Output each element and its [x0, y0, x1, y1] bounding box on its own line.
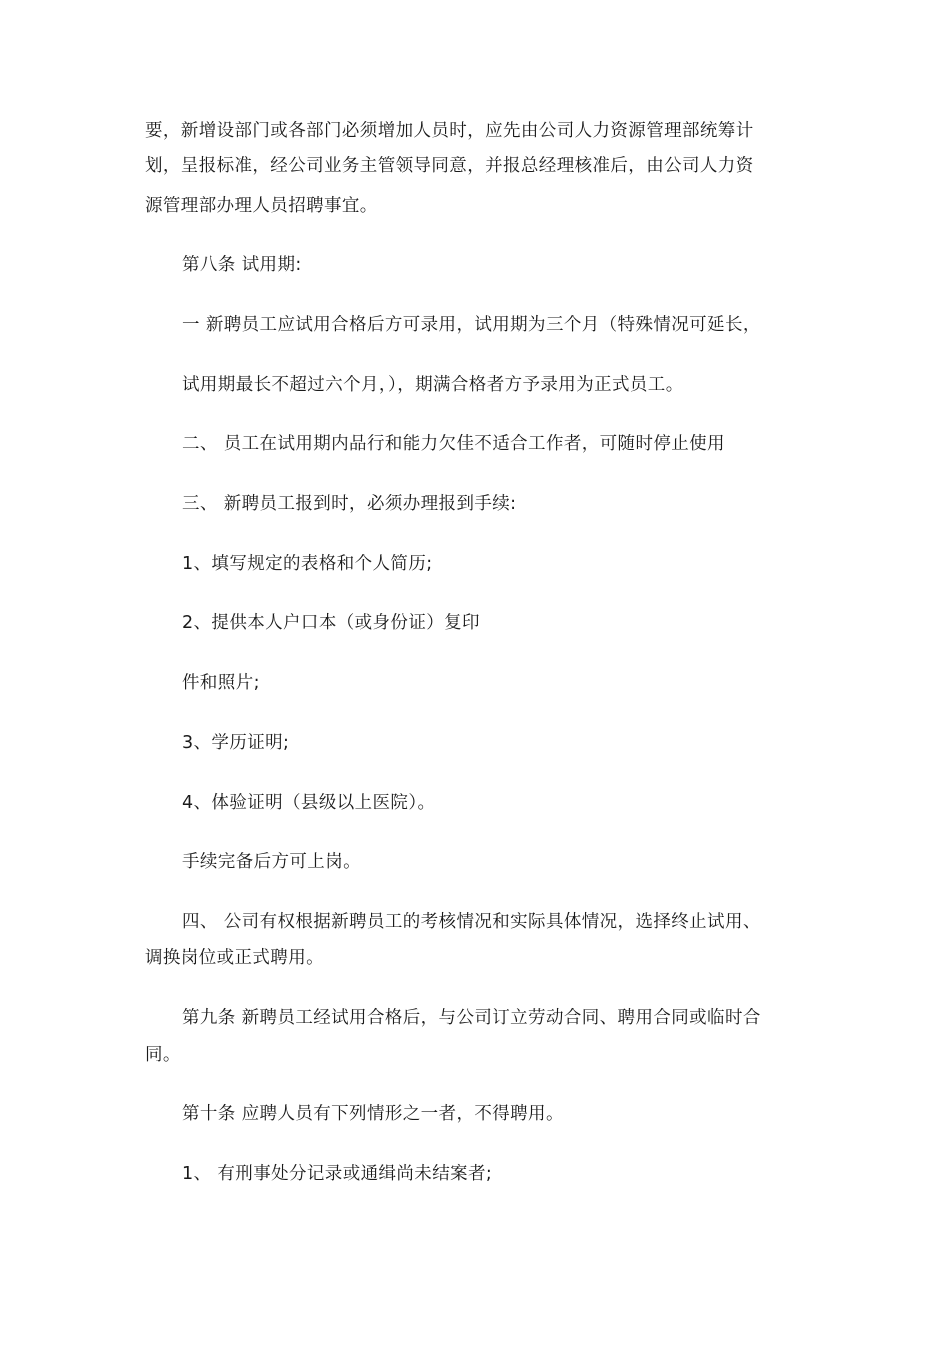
paragraph-line: 调换岗位或正式聘用。	[145, 948, 324, 968]
paragraph-line: 源管理部办理人员招聘事宜。	[145, 196, 378, 216]
article-heading: 第八条 试用期:	[182, 255, 302, 275]
paragraph-line: 四、 公司有权根据新聘员工的考核情况和实际具体情况，选择终止试用、	[182, 912, 761, 932]
paragraph-line: 二、 员工在试用期内品行和能力欠佳不适合工作者，可随时停止使用	[182, 434, 725, 454]
list-item: 1、填写规定的表格和个人简历;	[182, 554, 433, 574]
list-item: 2、提供本人户口本（或身份证）复印	[182, 613, 480, 633]
paragraph-line: 手续完备后方可上岗。	[182, 852, 361, 872]
paragraph-line: 同。	[145, 1045, 181, 1065]
list-item: 4、体验证明（县级以上医院）。	[182, 793, 436, 813]
paragraph-line: 试用期最长不超过六个月，），期满合格者方予录用为正式员工。	[182, 375, 684, 395]
paragraph-line: 一 新聘员工应试用合格后方可录用，试用期为三个月（特殊情况可延长，	[182, 315, 761, 335]
paragraph-line: 三、 新聘员工报到时，必须办理报到手续:	[182, 494, 517, 514]
list-item: 1、 有刑事处分记录或通缉尚未结案者;	[182, 1164, 493, 1184]
list-item: 3、学历证明;	[182, 733, 290, 753]
article-paragraph: 第十条 应聘人员有下列情形之一者，不得聘用。	[182, 1104, 564, 1124]
article-paragraph: 第九条 新聘员工经试用合格后，与公司订立劳动合同、聘用合同或临时合	[182, 1008, 761, 1028]
paragraph-line: 要，新增设部门或各部门必须增加人员时，应先由公司人力资源管理部统筹计	[145, 121, 754, 141]
paragraph-line: 划，呈报标准，经公司业务主管领导同意，并报总经理核准后，由公司人力资	[145, 156, 754, 176]
list-item-continuation: 件和照片;	[182, 673, 260, 693]
